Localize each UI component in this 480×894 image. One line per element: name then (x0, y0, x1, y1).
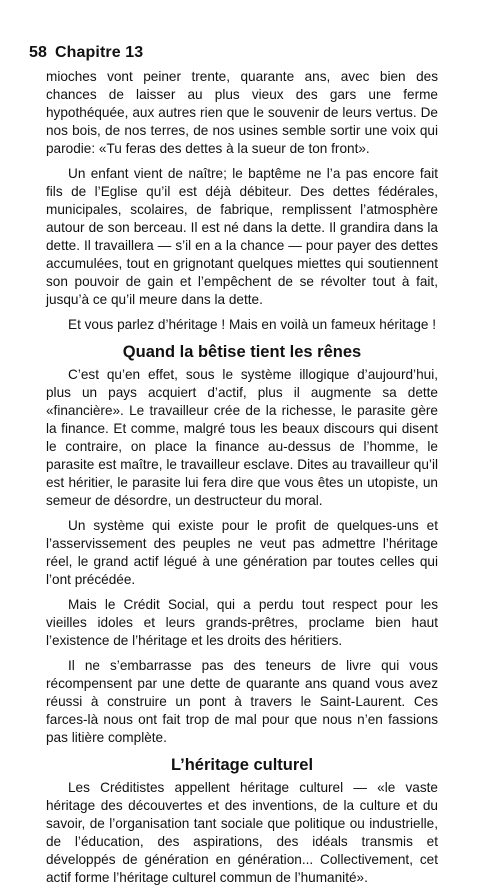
section-heading-heritage-culturel: L’héritage culturel (170, 756, 314, 774)
page-body (46, 68, 438, 894)
paragraph-credit-social: Mais le Crédit Social, qui a perdu tout respect pour les vieilles idoles et leurs grands-prêtres, proclame bien haut l’existence de l’héritage et les droits des héritiers. (46, 597, 438, 648)
paragraph-illogical-system: C’est qu’en effet, sous le système illogique d’aujourd’hui, plus un pays acquiert d’actif, plus il augmente sa dette «financière». Le travailleur crée de la richesse, le parasite gère la finance. Et comme, malgré tous les beaux discours qui disent le contraire, on place la finance au-dessus de l’homme, le parasite est maître, le travailleur esclave. Dites au travailleur qu’il est héritier, le parasite lui fera dire que vous êtes un utopiste, un semeur de désordre, un destructeur du moral. (46, 367, 438, 508)
section-heading-betise: Quand la bêtise tient les rênes (122, 343, 362, 361)
paragraph-heritage-remark: Et vous parlez d’héritage ! Mais en voilà un fameux héritage ! (68, 317, 436, 332)
chapter-title: Chapitre 13 (55, 44, 144, 61)
running-header (29, 44, 143, 62)
paragraph-debt-birth: Un enfant vient de naître; le baptême ne l’a pas encore fait fils de l’Eglise qu’il est déjà débiteur. Des dettes fédérales, municipales, scolaires, de fabrique, remplissent l’atmosphère autour de son berceau. Il est né dans la dette. Il grandira dans la dette. Il travaillera — s’il en a la chance — pour payer des dettes accumulées, tout en grignotant quelques miettes qui soutiennent son pouvoir de gain et l’empêchent de se révolter tout à fait, jusqu’à ce qu’il meure dans la dette. (46, 166, 438, 307)
paragraph-profit-system: Un système qui existe pour le profit de quelques-uns et l’asservissement des peuples ne veut pas admettre l’héritage réel, le grand actif légué à une génération par toutes celles qui l’ont précédée. (46, 518, 438, 587)
paragraph-continuation: mioches vont peiner trente, quarante ans, avec bien des chances de laisser au plus vieux des gars une ferme hypothéquée, aux autres rien que le souvenir de leurs vertus. De nos bois, de nos terres, de nos usines semble sortir une voix qui parodie: «Tu feras des dettes à la sueur de ton front». (46, 69, 438, 156)
page-number: 58 (29, 44, 47, 61)
paragraph-bookkeepers: Il ne s’embarrasse pas des teneurs de livre qui vous récompensent par une dette de quarante ans quand vous avez réussi à construire un pont à travers le Saint-Laurent. Ces farces-là nous ont fait trop de mal pour que nous n’en fassions pas litière complète. (46, 658, 438, 745)
paragraph-cultural-heritage: Les Créditistes appellent héritage culturel — «le vaste héritage des découvertes et des inventions, de la culture et du savoir, de l’organisation tant sociale que politique ou industrielle, de l’éducation, des aspirations, des idéals transmis et développés de génération en génération... Collectivement, cet actif forme l’héritage culturel commun de l’humanité». (46, 780, 438, 885)
